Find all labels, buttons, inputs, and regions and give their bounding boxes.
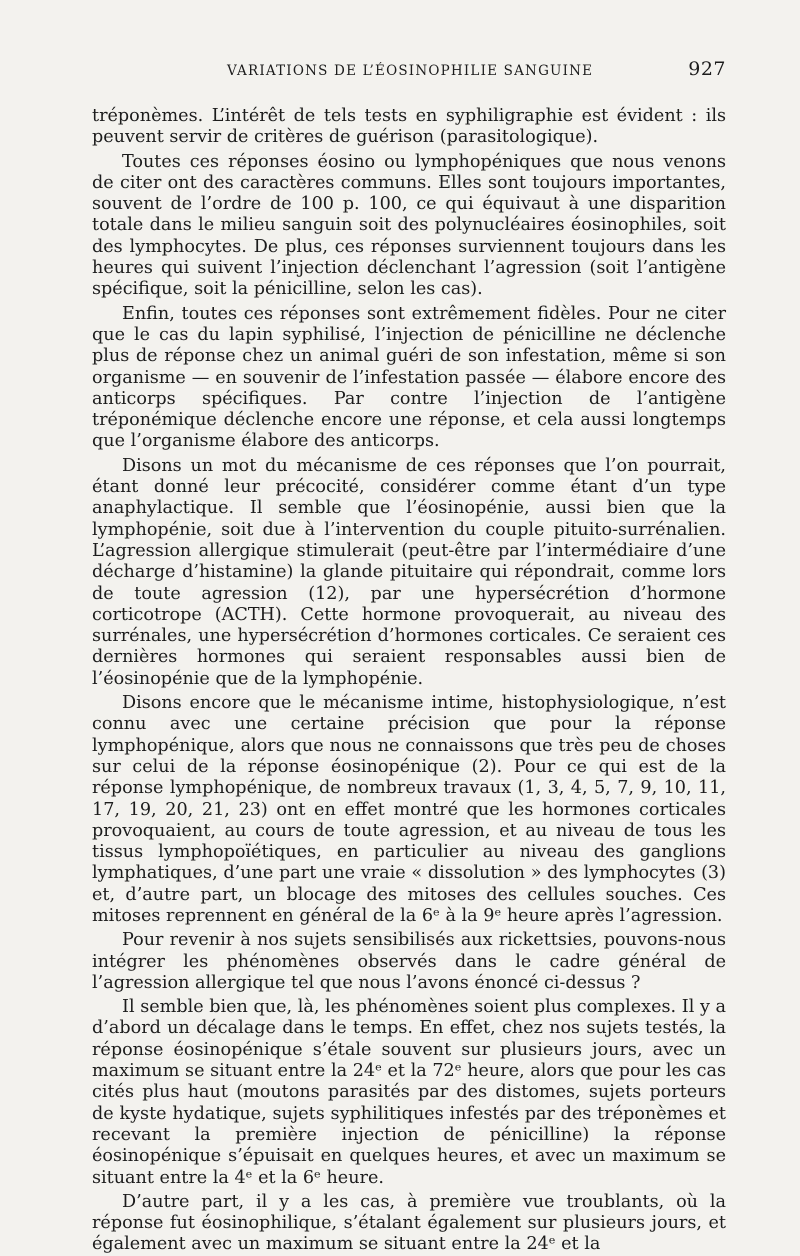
paragraph: Toutes ces réponses éosino ou lymphopéniques que nous venons de citer ont des caractères communs. Elles sont toujours importantes, souvent de l’ordre de 100 p. 100, ce qui équivaut à une disparition totale dans le milieu sanguin soit des polynucléaires éosinophiles, soit des lymphocytes. De plus, ces réponses surviennent toujours dans les heures qui suivent l’injection déclenchant l’agression (soit l’antigène spécifique, soit la pénicilline, selon les cas). bbox=[92, 151, 726, 300]
paragraph: Enfin, toutes ces réponses sont extrêmement fidèles. Pour ne citer que le cas du lapin syphilisé, l’injection de pénicilline ne déclenche plus de réponse chez un animal guéri de son infestation, même si son organisme — en souvenir de l’infestation passée — élabore encore des anticorps spécifiques. Par contre l’injection de l’antigène tréponémique déclenche encore une réponse, et cela aussi longtemps que l’organisme élabore des anticorps. bbox=[92, 303, 726, 452]
paragraph: Disons encore que le mécanisme intime, histophysiologique, n’est connu avec une certaine précision que pour la réponse lymphopénique, alors que nous ne connaissons que très peu de choses sur celui de la réponse éosinopénique (2). Pour ce qui est de la réponse lymphopénique, de nombreux travaux (1, 3, 4, 5, 7, 9, 10, 11, 17, 19, 20, 21, 23) ont en effet montré que les hormones corticales provoquaient, au cours de toute agression, et au niveau de tous les tissus lymphopoïétiques, en particulier au niveau des ganglions lymphatiques, d’une part une vraie « dissolution » des lymphocytes (3) et, d’autre part, un blocage des mitoses des cellules souches. Ces mitoses reprennent en général de la 6ᵉ à la 9ᵉ heure après l’agression. bbox=[92, 693, 726, 926]
paragraph: tréponèmes. L’intérêt de tels tests en syphiligraphie est évident : ils peuvent servir de critères de guérison (parasitologique). bbox=[92, 106, 726, 148]
paragraph: Disons un mot du mécanisme de ces réponses que l’on pourrait, étant donné leur précocité, considérer comme étant d’un type anaphylactique. Il semble que l’éosinopénie, aussi bien que la lymphopénie, soit due à l’intervention du couple pituito-surrénalien. L’agression allergique stimulerait (peut-être par l’intermédiaire d’une décharge d’histamine) la glande pituitaire qui répondrait, comme lors de toute agression (12), par une hypersécrétion d’hormone corticotrope (ACTH). Cette hormone provoquerait, au niveau des surrénales, une hypersécrétion d’hormones corticales. Ce seraient ces dernières hormones qui seraient responsables aussi bien de l’éosinopénie que de la lymphopénie. bbox=[92, 455, 726, 689]
paragraph: Il semble bien que, là, les phénomènes soient plus complexes. Il y a d’abord un décalage dans le temps. En effet, chez nos sujets testés, la réponse éosinopénique s’étale souvent sur plusieurs jours, avec un maximum se situant entre la 24ᵉ et la 72ᵉ heure, alors que pour les cas cités plus haut (moutons parasités par des distomes, sujets porteurs de kyste hydatique, sujets syphilitiques infestés par des tréponèmes et recevant la première injection de pénicilline) la réponse éosinopénique s’épuisait en quelques heures, et avec un maximum se situant entre la 4ᵉ et la 6ᵉ heure. bbox=[92, 997, 726, 1188]
body-text bbox=[92, 106, 726, 1256]
running-title: VARIATIONS DE L’ÉOSINOPHILIE SANGUINE bbox=[227, 63, 594, 79]
paragraph: D’autre part, il y a les cas, à première vue troublants, où la réponse fut éosinophilique, s’étalant également sur plusieurs jours, et également avec un maximum se situant entre la 24ᵉ et la bbox=[92, 1191, 726, 1255]
paragraph: Pour revenir à nos sujets sensibilisés aux rickettsies, pouvons-nous intégrer les phénomènes observés dans le cadre général de l’agression allergique tel que nous l’avons énoncé ci-dessus ? bbox=[92, 930, 726, 993]
page-header bbox=[92, 58, 726, 80]
page-number: 927 bbox=[688, 58, 726, 80]
